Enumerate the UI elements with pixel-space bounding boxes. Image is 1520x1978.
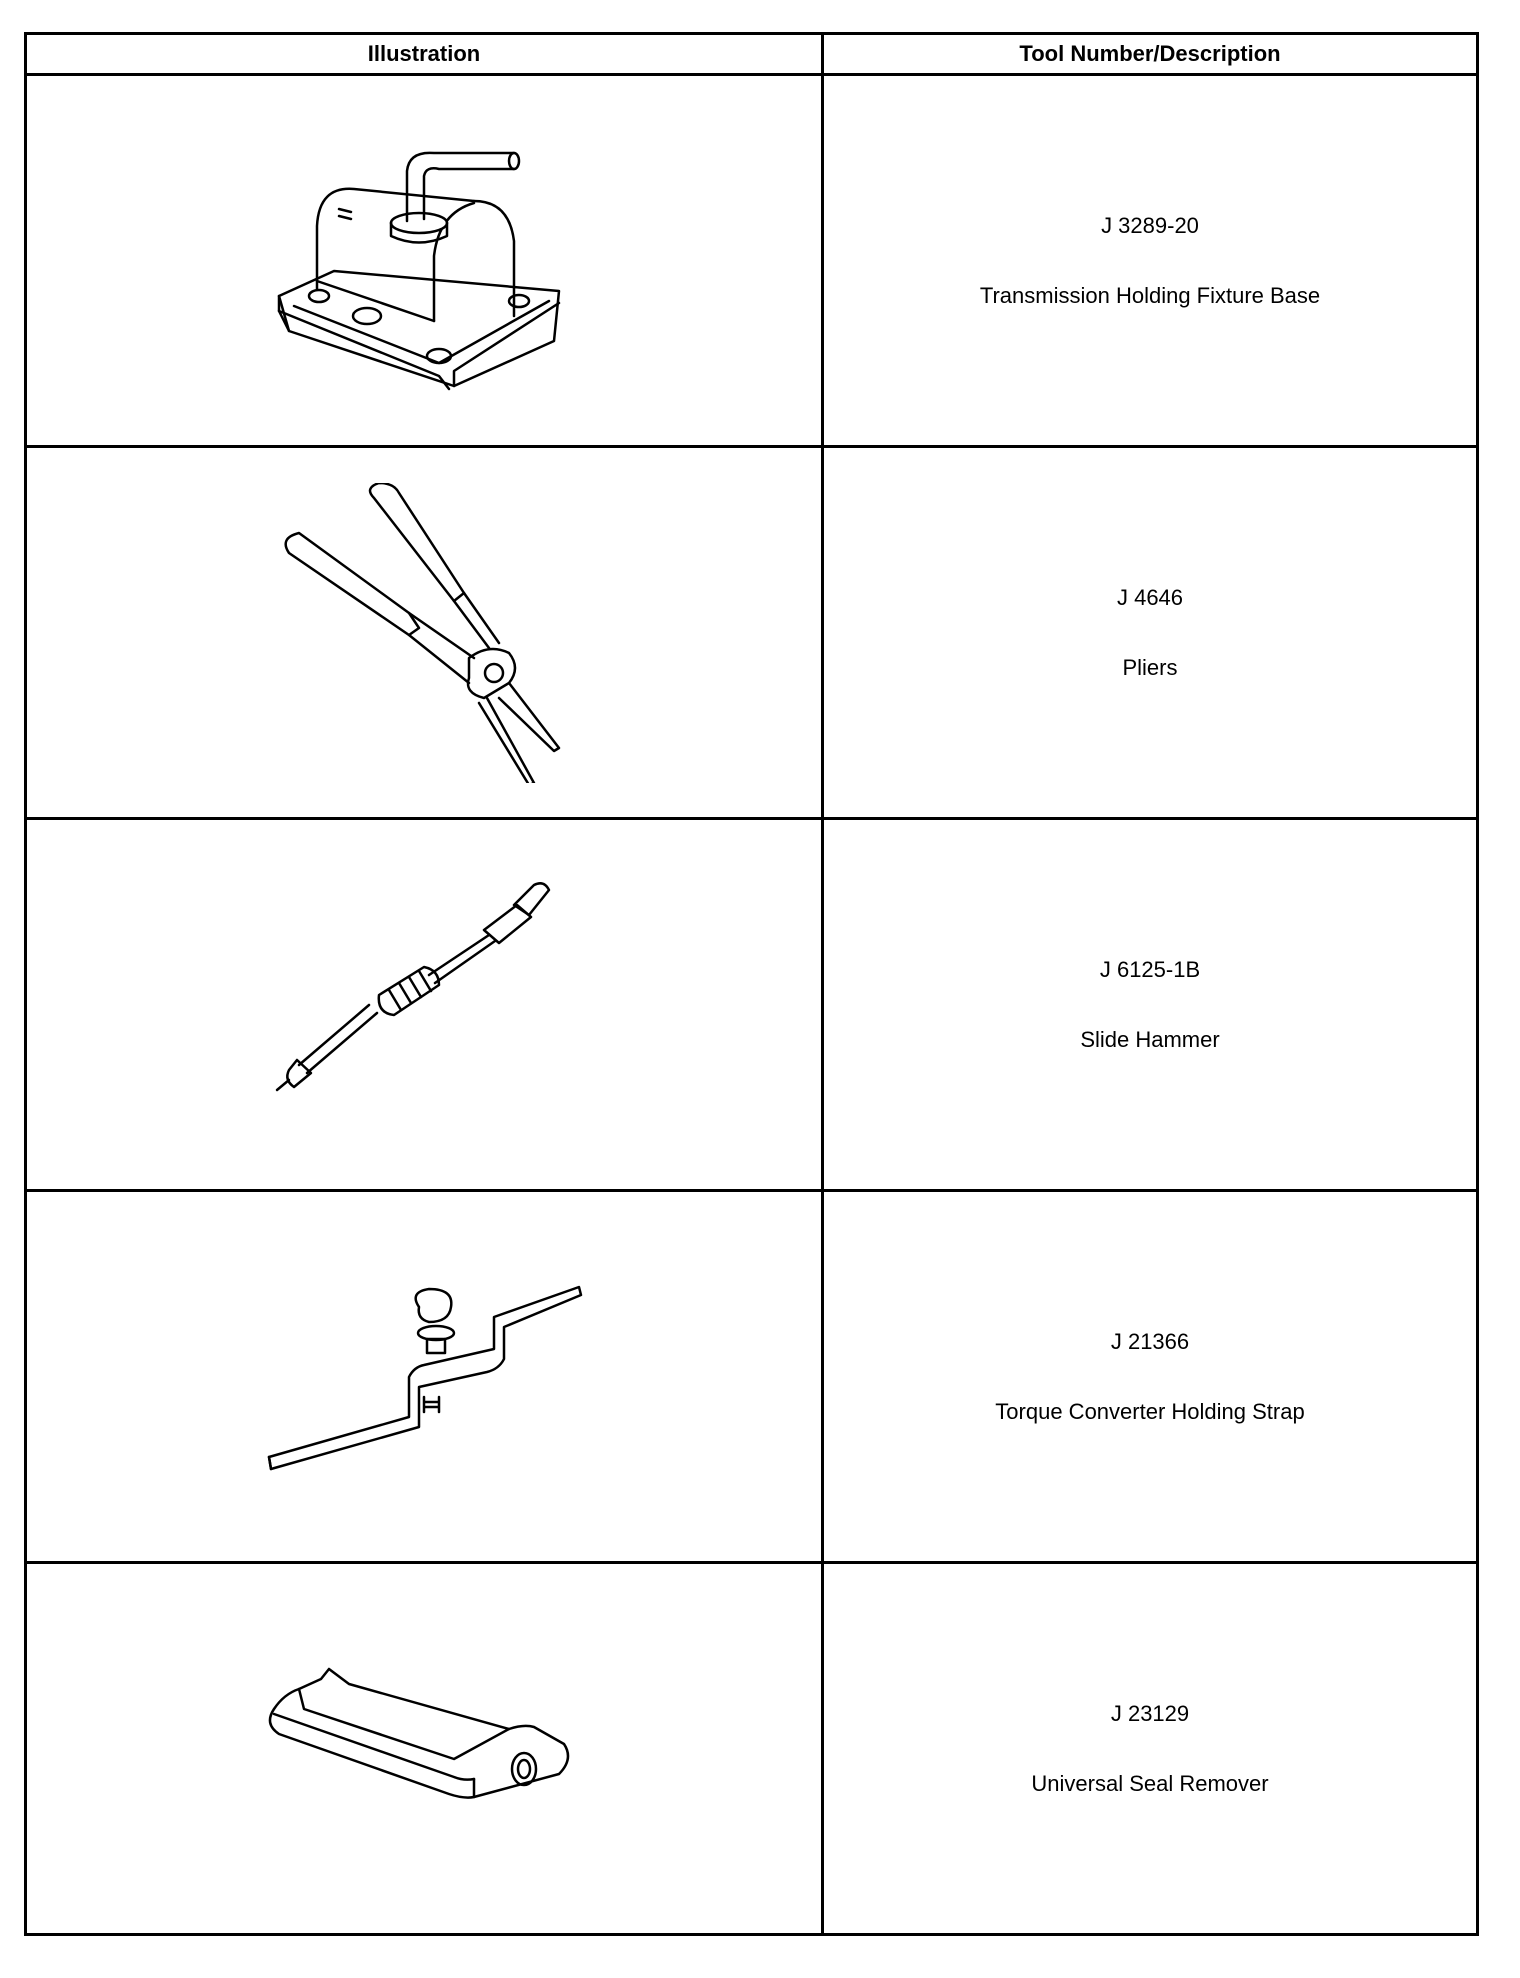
tool-description: Transmission Holding Fixture Base	[979, 282, 1321, 308]
tool-number: J 4646	[1116, 584, 1184, 610]
seal-remover-icon	[259, 1649, 589, 1849]
tool-number: J 21366	[1110, 1328, 1190, 1354]
holding-strap-icon	[259, 1267, 589, 1487]
description-cell	[823, 819, 1478, 1191]
illustration-header: Illustration	[26, 34, 823, 75]
table-row	[26, 1191, 1478, 1563]
header-row	[26, 34, 1478, 75]
description-cell	[823, 1563, 1478, 1935]
table-row	[26, 447, 1478, 819]
table-row	[26, 1563, 1478, 1935]
tool-header: Tool Number/Description	[823, 34, 1478, 75]
description-cell	[823, 75, 1478, 447]
illustration-cell	[26, 75, 823, 447]
tool-description: Torque Converter Holding Strap	[995, 1398, 1305, 1424]
tool-description: Slide Hammer	[1080, 1026, 1220, 1052]
tool-number: J 6125-1B	[1099, 956, 1201, 982]
description-cell	[823, 1191, 1478, 1563]
tool-description: Universal Seal Remover	[1031, 1770, 1269, 1796]
illustration-cell	[26, 819, 823, 1191]
description-cell	[823, 447, 1478, 819]
illustration-cell	[26, 447, 823, 819]
tools-table	[24, 32, 1479, 1936]
holding-fixture-base-icon	[259, 131, 589, 391]
illustration-cell	[26, 1191, 823, 1563]
tool-number: J 23129	[1110, 1700, 1190, 1726]
slide-hammer-icon	[259, 875, 589, 1135]
table-row	[26, 819, 1478, 1191]
pliers-icon	[259, 483, 589, 783]
tool-number: J 3289-20	[1101, 212, 1199, 238]
tool-description: Pliers	[1122, 654, 1178, 680]
illustration-cell	[26, 1563, 823, 1935]
table-row	[26, 75, 1478, 447]
